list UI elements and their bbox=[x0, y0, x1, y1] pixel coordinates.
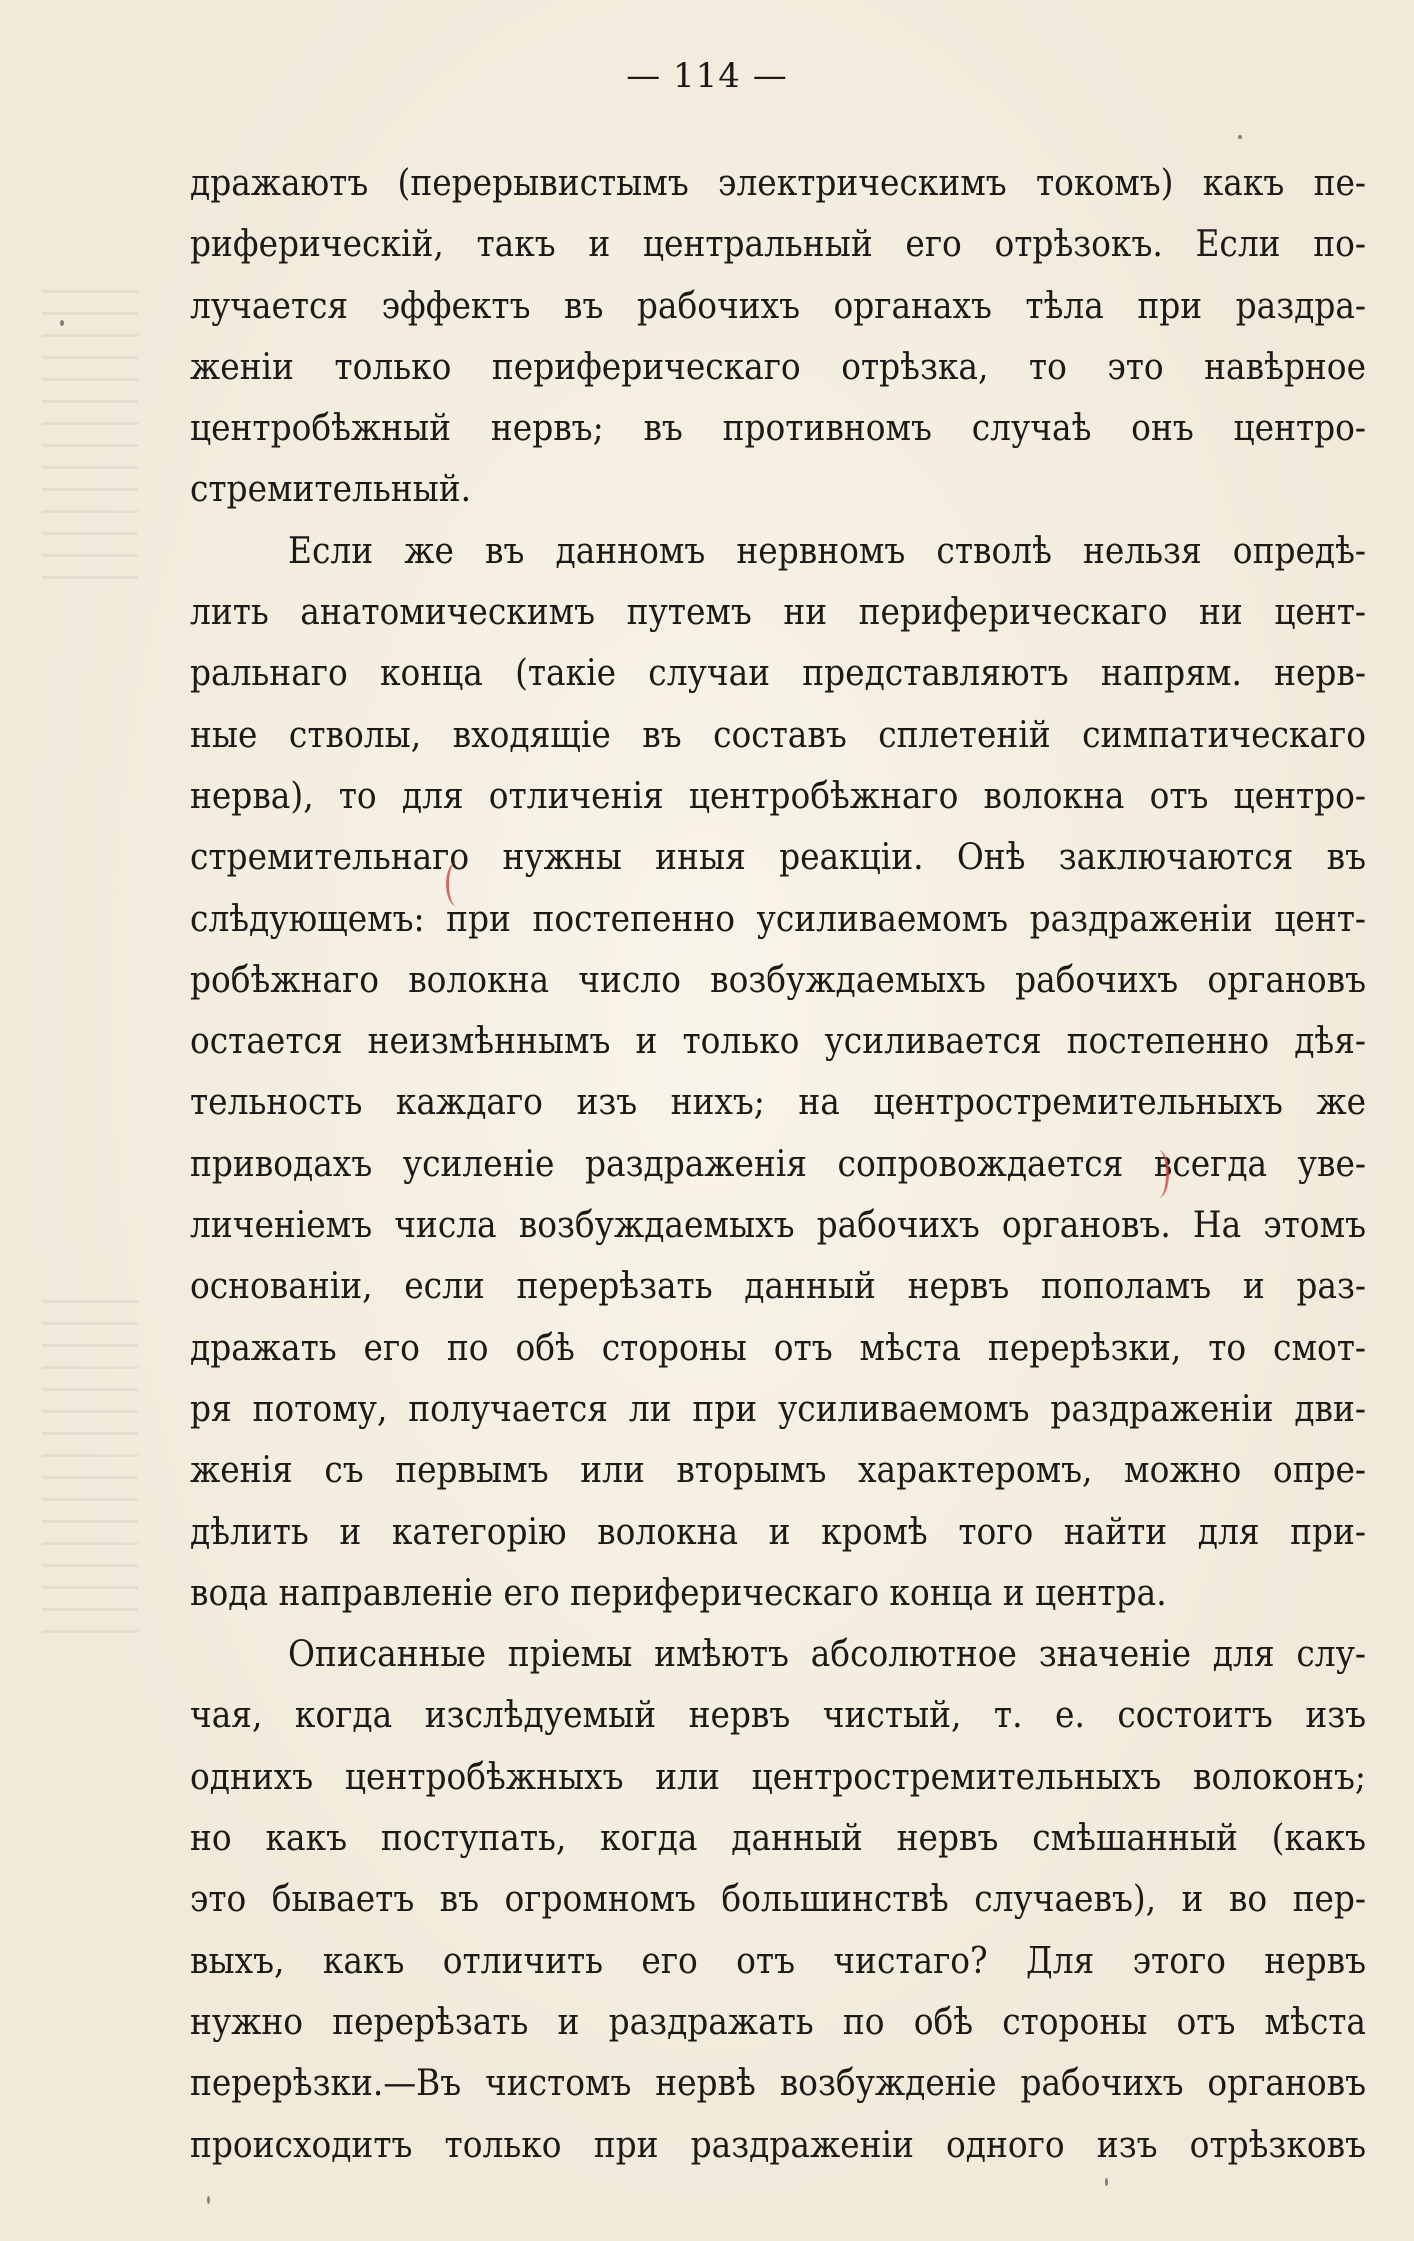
text-line: остается неизмѣннымъ и только усиливается постепенно дѣя- bbox=[190, 1019, 1366, 1063]
text-line: основаніи, если перерѣзать данный нервъ пополамъ и раз- bbox=[190, 1264, 1366, 1308]
text-line: дѣлить и категорію волокна и кромѣ того найти для при- bbox=[190, 1509, 1366, 1553]
text-line: ря потому, получается ли при усиливаемомъ раздраженіи дви- bbox=[190, 1386, 1366, 1430]
red-pencil-mark bbox=[1148, 1150, 1169, 1198]
text-line: Если же въ данномъ нервномъ стволѣ нельзя опредѣ- bbox=[288, 528, 1366, 572]
text-line: лить анатомическимъ путемъ ни периферическаго ни цент- bbox=[190, 590, 1366, 634]
text-line: вода направленіе его периферическаго конца и центра. bbox=[190, 1570, 1167, 1614]
text-line: центробѣжный нервъ; въ противномъ случаѣ онъ центро- bbox=[190, 406, 1366, 450]
text-line: это бываетъ въ огромномъ большинствѣ случаевъ), и во пер- bbox=[190, 1877, 1366, 1921]
text-line: ральнаго конца (такіе случаи представляютъ напрям. нерв- bbox=[190, 651, 1366, 695]
text-line: ные стволы, входящіе въ составъ сплетеній симпатическаго bbox=[190, 712, 1366, 756]
text-line: тельность каждаго изъ нихъ; на центростремительныхъ же bbox=[190, 1080, 1366, 1124]
text-line: слѣдующемъ: при постепенно усиливаемомъ раздраженіи цент- bbox=[190, 896, 1366, 940]
margin-bleed-through-top bbox=[42, 290, 138, 580]
text-line: стремительный. bbox=[190, 467, 472, 511]
text-line: дражаютъ (перерывистымъ электрическимъ токомъ) какъ пе- bbox=[190, 161, 1366, 204]
paper-speck bbox=[1105, 2178, 1108, 2186]
paper-speck bbox=[60, 320, 64, 326]
text-line: дражать его по обѣ стороны отъ мѣста перерѣзки, то смот- bbox=[190, 1325, 1366, 1369]
page-number: — 114 — bbox=[626, 56, 788, 96]
red-pencil-mark bbox=[446, 862, 467, 906]
text-line: стремительнаго нужны иныя реакціи. Онѣ заключаются въ bbox=[190, 835, 1366, 879]
text-line: перерѣзки.—Въ чистомъ нервѣ возбужденіе рабочихъ органовъ bbox=[190, 2061, 1366, 2105]
text-line: Описанные пріемы имѣютъ абсолютное значеніе для слу- bbox=[288, 1632, 1366, 1676]
text-line: но какъ поступать, когда данный нервъ смѣшанный (какъ bbox=[190, 1816, 1366, 1860]
text-line: приводахъ усиленіе раздраженія сопровождается всегда увe- bbox=[190, 1141, 1366, 1185]
text-line: робѣжнаго волокна число возбуждаемыхъ рабочихъ органовъ bbox=[190, 957, 1366, 1001]
text-line: чая, когда изслѣдуемый нервъ чистый, т. е. состоитъ изъ bbox=[190, 1693, 1366, 1737]
text-line: женія съ первымъ или вторымъ характеромъ, можно опре- bbox=[190, 1448, 1366, 1492]
paper-speck bbox=[207, 2196, 210, 2204]
text-line: личеніемъ числа возбуждаемыхъ рабочихъ органовъ. На этомъ bbox=[190, 1203, 1366, 1247]
text-line: нерва), то для отличенія центробѣжнаго волокна отъ центро- bbox=[190, 773, 1366, 817]
text-line: однихъ центробѣжныхъ или центростремительныхъ волоконъ; bbox=[190, 1754, 1366, 1798]
text-line: выхъ, какъ отличить его отъ чистаго? Для этого нервъ bbox=[190, 1938, 1366, 1982]
margin-bleed-through-middle bbox=[42, 1300, 138, 1640]
text-line: лучается эффектъ въ рабочихъ органахъ тѣла при раздра- bbox=[190, 283, 1366, 327]
text-line: происходитъ только при раздраженіи одного изъ отрѣзковъ bbox=[190, 2122, 1366, 2166]
text-line: нужно перерѣзать и раздражать по обѣ стороны отъ мѣста bbox=[190, 1999, 1366, 2043]
paper-speck bbox=[1238, 135, 1242, 139]
body-text bbox=[190, 152, 1366, 2175]
text-line: женіи только периферическаго отрѣзка, то это навѣрное bbox=[190, 344, 1366, 388]
text-line: риферическій, такъ и центральный его отрѣзокъ. Если по- bbox=[190, 222, 1366, 266]
